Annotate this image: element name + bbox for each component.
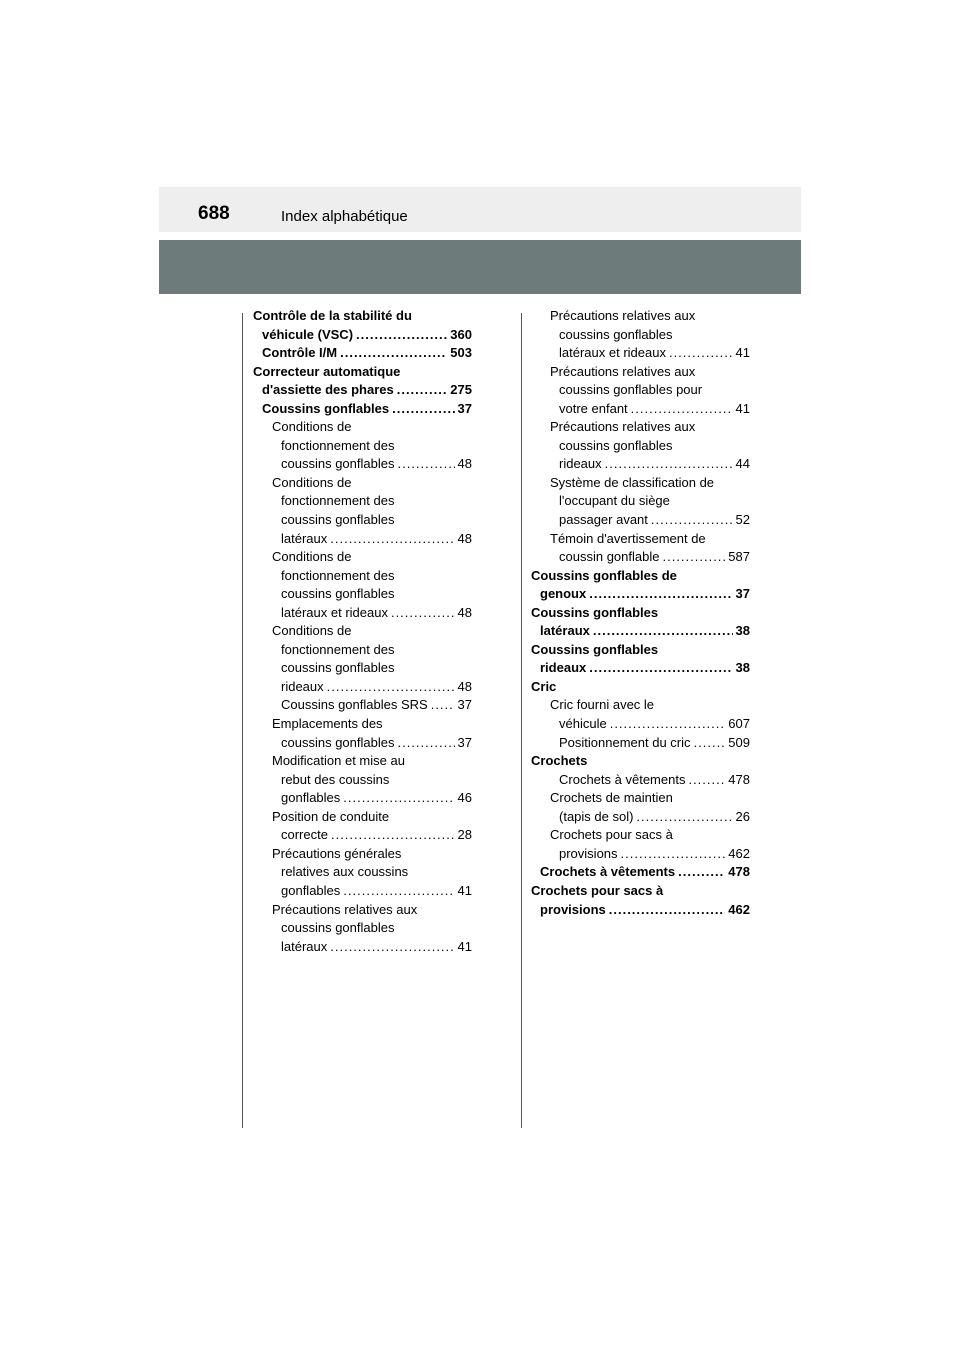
entry-text: fonctionnement des [281,567,395,583]
entry-text: Crochets [531,753,588,769]
dot-leader [593,622,733,641]
entry-text: d'assiette des phares [262,382,394,398]
index-entry [253,715,472,752]
entry-page-number: 607 [728,716,750,732]
entry-page-number: 462 [728,845,750,861]
dot-leader [330,938,454,957]
entry-text: coussins gonflables [281,586,395,602]
dot-leader [662,548,725,567]
dot-leader [397,381,448,400]
index-entry [253,901,472,957]
entry-page-number: 48 [457,604,472,620]
entry-page-number: 37 [457,400,472,416]
entry-text: Conditions de [272,419,352,435]
dot-leader [621,845,726,864]
entry-page-number: 41 [735,345,750,361]
index-entry [531,474,750,530]
index-entry [253,344,472,363]
entry-text: Crochets à vêtements [559,771,686,787]
entry-text: latéraux [281,530,328,546]
entry-text: Modification et mise au [272,753,405,769]
entry-text: Contrôle I/M [262,345,338,361]
entry-text: rideaux [559,456,602,472]
index-entry [253,474,472,548]
entry-text: Correcteur automatique [253,363,401,379]
entry-text: véhicule (VSC) [262,326,354,342]
index-entry [253,418,472,474]
dot-leader [397,734,454,753]
entry-text: votre enfant [559,400,628,416]
entry-text: Coussins gonflables [531,641,659,657]
entry-text: Cric fourni avec le [550,697,655,713]
index-entry [531,604,750,641]
entry-text: l'occupant du siège [559,493,670,509]
index-column-right [531,307,750,919]
index-column-left [253,307,472,956]
index-entry [253,400,472,419]
entry-page-number: 41 [457,882,472,898]
entry-text: latéraux [281,938,328,954]
entry-page-number: 587 [728,549,750,565]
index-entry [531,882,750,919]
entry-page-number: 37 [457,697,472,713]
dot-leader [694,734,726,753]
entry-text: Emplacements des [272,716,383,732]
dot-leader [589,585,732,604]
entry-text: Conditions de [272,474,352,490]
dot-leader [669,344,733,363]
dot-leader [330,530,454,549]
index-entry [253,363,472,400]
entry-text: Témoin d'avertissement de [550,530,706,546]
entry-text: latéraux et rideaux [559,345,666,361]
index-entry [531,530,750,567]
dot-leader [397,455,454,474]
entry-text: Précautions générales [272,845,402,861]
entry-text: Coussins gonflables de [531,567,677,583]
entry-text: Précautions relatives aux [272,901,418,917]
index-entry [531,826,750,863]
entry-page-number: 37 [457,734,472,750]
entry-page-number: 28 [457,827,472,843]
dot-leader [340,344,447,363]
dot-leader [327,678,455,697]
entry-text: Précautions relatives aux [550,308,696,323]
entry-page-number: 44 [735,456,750,472]
entry-text: fonctionnement des [281,493,395,509]
page-number: 688 [198,203,230,224]
entry-text: Crochets pour sacs à [550,827,673,843]
index-entry [531,863,750,882]
dot-leader [391,604,455,623]
dot-leader [431,696,455,715]
entry-text: fonctionnement des [281,437,395,453]
entry-text: passager avant [559,512,648,528]
entry-text: gonflables [281,882,341,898]
index-entry [531,696,750,733]
entry-text: Conditions de [272,623,352,639]
dot-leader [636,808,732,827]
entry-page-number: 41 [457,938,472,954]
entry-text: Contrôle de la stabilité du [253,308,412,323]
entry-text: rideaux [281,678,324,694]
entry-text: coussins gonflables [281,734,395,750]
index-entry [531,789,750,826]
index-entry [531,752,750,771]
index-entry [253,752,472,808]
entry-text: (tapis de sol) [559,808,634,824]
dot-leader [609,901,726,920]
entry-text: provisions [540,901,606,917]
entry-page-number: 462 [728,901,750,917]
dot-leader [343,789,454,808]
entry-text: coussins gonflables pour [559,382,703,398]
entry-text: rideaux [540,660,587,676]
section-tab-bar [159,240,801,294]
entry-page-number: 52 [735,512,750,528]
entry-text: coussins gonflables [559,437,673,453]
entry-text: Positionnement du cric [559,734,691,750]
entry-text: coussins gonflables [281,456,395,472]
entry-text: latéraux [540,623,590,639]
entry-text: Crochets à vêtements [540,864,676,880]
entry-page-number: 38 [735,660,750,676]
index-entry [253,622,472,696]
dot-leader [631,400,733,419]
index-entry [253,548,472,622]
dot-leader [392,400,454,419]
index-entry [531,678,750,697]
dot-leader [331,826,455,845]
dot-leader [589,659,732,678]
index-entry [253,307,472,344]
entry-text: coussins gonflables [281,920,395,936]
entry-text: coussins gonflables [559,326,673,342]
entry-page-number: 48 [457,530,472,546]
dot-leader [651,511,733,530]
entry-text: Cric [531,678,557,694]
entry-page-number: 38 [735,623,750,639]
entry-text: coussin gonflable [559,549,660,565]
entry-text: relatives aux coussins [281,864,409,880]
entry-page-number: 41 [735,400,750,416]
index-entry [531,307,750,363]
index-entry [531,641,750,678]
index-entry [253,696,472,715]
entry-text: correcte [281,827,328,843]
page-title: Index alphabétique [281,208,408,225]
entry-text: genoux [540,586,587,602]
dot-leader [610,715,726,734]
dot-leader [356,326,447,345]
column-divider-left [242,313,243,1128]
index-entry [253,845,472,901]
entry-page-number: 509 [728,734,750,750]
entry-text: Crochets de maintien [550,790,673,806]
entry-text: provisions [559,845,618,861]
entry-text: Coussins gonflables SRS [281,697,428,713]
index-entry [253,808,472,845]
entry-text: rebut des coussins [281,771,390,787]
entry-text: gonflables [281,790,341,806]
entry-text: fonctionnement des [281,641,395,657]
entry-text: Position de conduite [272,808,390,824]
entry-page-number: 26 [735,808,750,824]
entry-text: Conditions de [272,549,352,565]
dot-leader [678,863,725,882]
dot-leader [605,455,733,474]
dot-leader [343,882,454,901]
entry-page-number: 478 [728,864,750,880]
entry-page-number: 360 [450,326,472,342]
entry-text: Coussins gonflables [531,604,659,620]
entry-page-number: 503 [450,345,472,361]
column-divider-middle [521,313,522,1128]
index-entry [531,567,750,604]
entry-text: Coussins gonflables [262,400,390,416]
entry-page-number: 48 [457,456,472,472]
index-entry [531,418,750,474]
entry-text: Crochets pour sacs à [531,882,664,898]
entry-page-number: 46 [457,790,472,806]
entry-text: latéraux et rideaux [281,604,388,620]
entry-page-number: 37 [735,586,750,602]
entry-text: coussins gonflables [281,660,395,676]
index-entry [531,771,750,790]
index-entry [531,363,750,419]
entry-page-number: 275 [450,382,472,398]
index-entry [531,734,750,753]
header-band [159,187,801,232]
entry-text: Précautions relatives aux [550,419,696,435]
entry-page-number: 478 [728,771,750,787]
entry-text: Précautions relatives aux [550,363,696,379]
entry-text: Système de classification de [550,474,715,490]
entry-page-number: 48 [457,678,472,694]
entry-text: véhicule [559,716,607,732]
entry-text: coussins gonflables [281,512,395,528]
dot-leader [688,771,725,790]
